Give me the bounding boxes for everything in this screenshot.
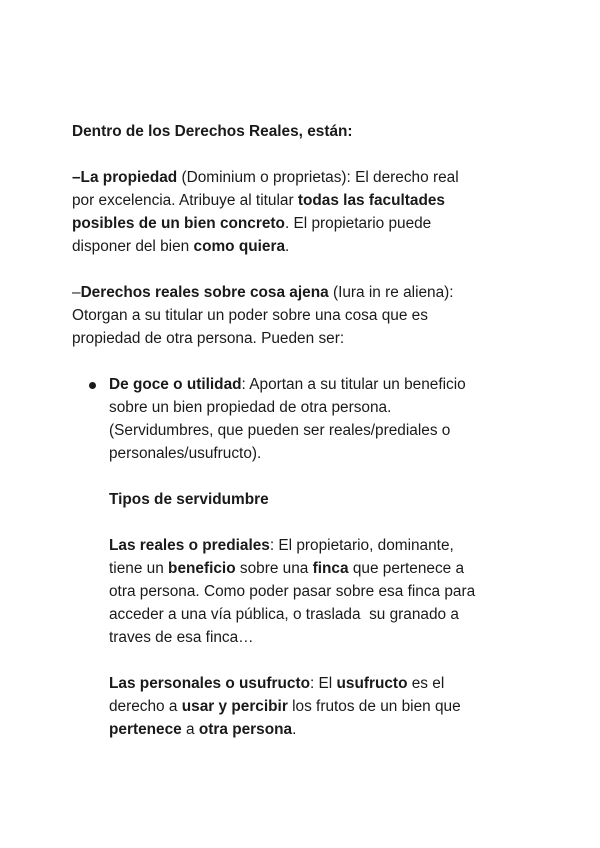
text-line: por excelencia. Atribuye al titular todas las facultades [72, 192, 445, 209]
text-line: disponer del bien como quiera. [72, 238, 290, 255]
text-line: traves de esa finca… [109, 629, 254, 646]
text-line: acceder a una vía pública, o traslada su granado a [109, 606, 459, 623]
text-line: tiene un beneficio sobre una finca que pertenece a [109, 560, 465, 577]
text-line: derecho a usar y percibir los frutos de un bien que [109, 698, 461, 715]
spacer [72, 143, 532, 166]
text-line: pertenece a otra persona. [109, 721, 297, 738]
spacer [72, 258, 532, 281]
text-line: propiedad de otra persona. Pueden ser: [72, 330, 345, 347]
goce-paragraph [109, 373, 532, 465]
cosa-ajena-paragraph [72, 281, 532, 350]
text-line: sobre un bien propiedad de otra persona. [109, 399, 392, 416]
text-line: De goce o utilidad: Aportan a su titular un beneficio [109, 376, 466, 393]
text-line: Otorgan a su titular un poder sobre una cosa que es [72, 307, 428, 324]
spacer [109, 465, 532, 488]
text-line: posibles de un bien concreto. El propietario puede [72, 215, 432, 232]
reales-paragraph [109, 534, 532, 649]
spacer [72, 350, 532, 373]
spacer [109, 649, 532, 672]
text-line: Las reales o prediales: El propietario, dominante, [109, 537, 454, 554]
text-line: otra persona. Como poder pasar sobre esa finca para [109, 583, 476, 600]
text-line: (Servidumbres, que pueden ser reales/prediales o [109, 422, 451, 439]
section-heading: Dentro de los Derechos Reales, están: [72, 123, 353, 140]
text-line: –Derechos reales sobre cosa ajena (Iura in re aliena): [72, 284, 454, 301]
tipos-heading: Tipos de servidumbre [109, 491, 269, 508]
personales-paragraph [109, 672, 532, 741]
text-line: personales/usufructo). [109, 445, 262, 462]
text-line: –La propiedad (Dominium o proprietas): El derecho real [72, 169, 459, 186]
bullet-list-item [72, 373, 532, 741]
document-page [72, 120, 532, 741]
spacer [109, 511, 532, 534]
text-line: Las personales o usufructo: El usufructo es el [109, 675, 445, 692]
bullet-icon [89, 382, 96, 389]
propiedad-paragraph [72, 166, 532, 258]
